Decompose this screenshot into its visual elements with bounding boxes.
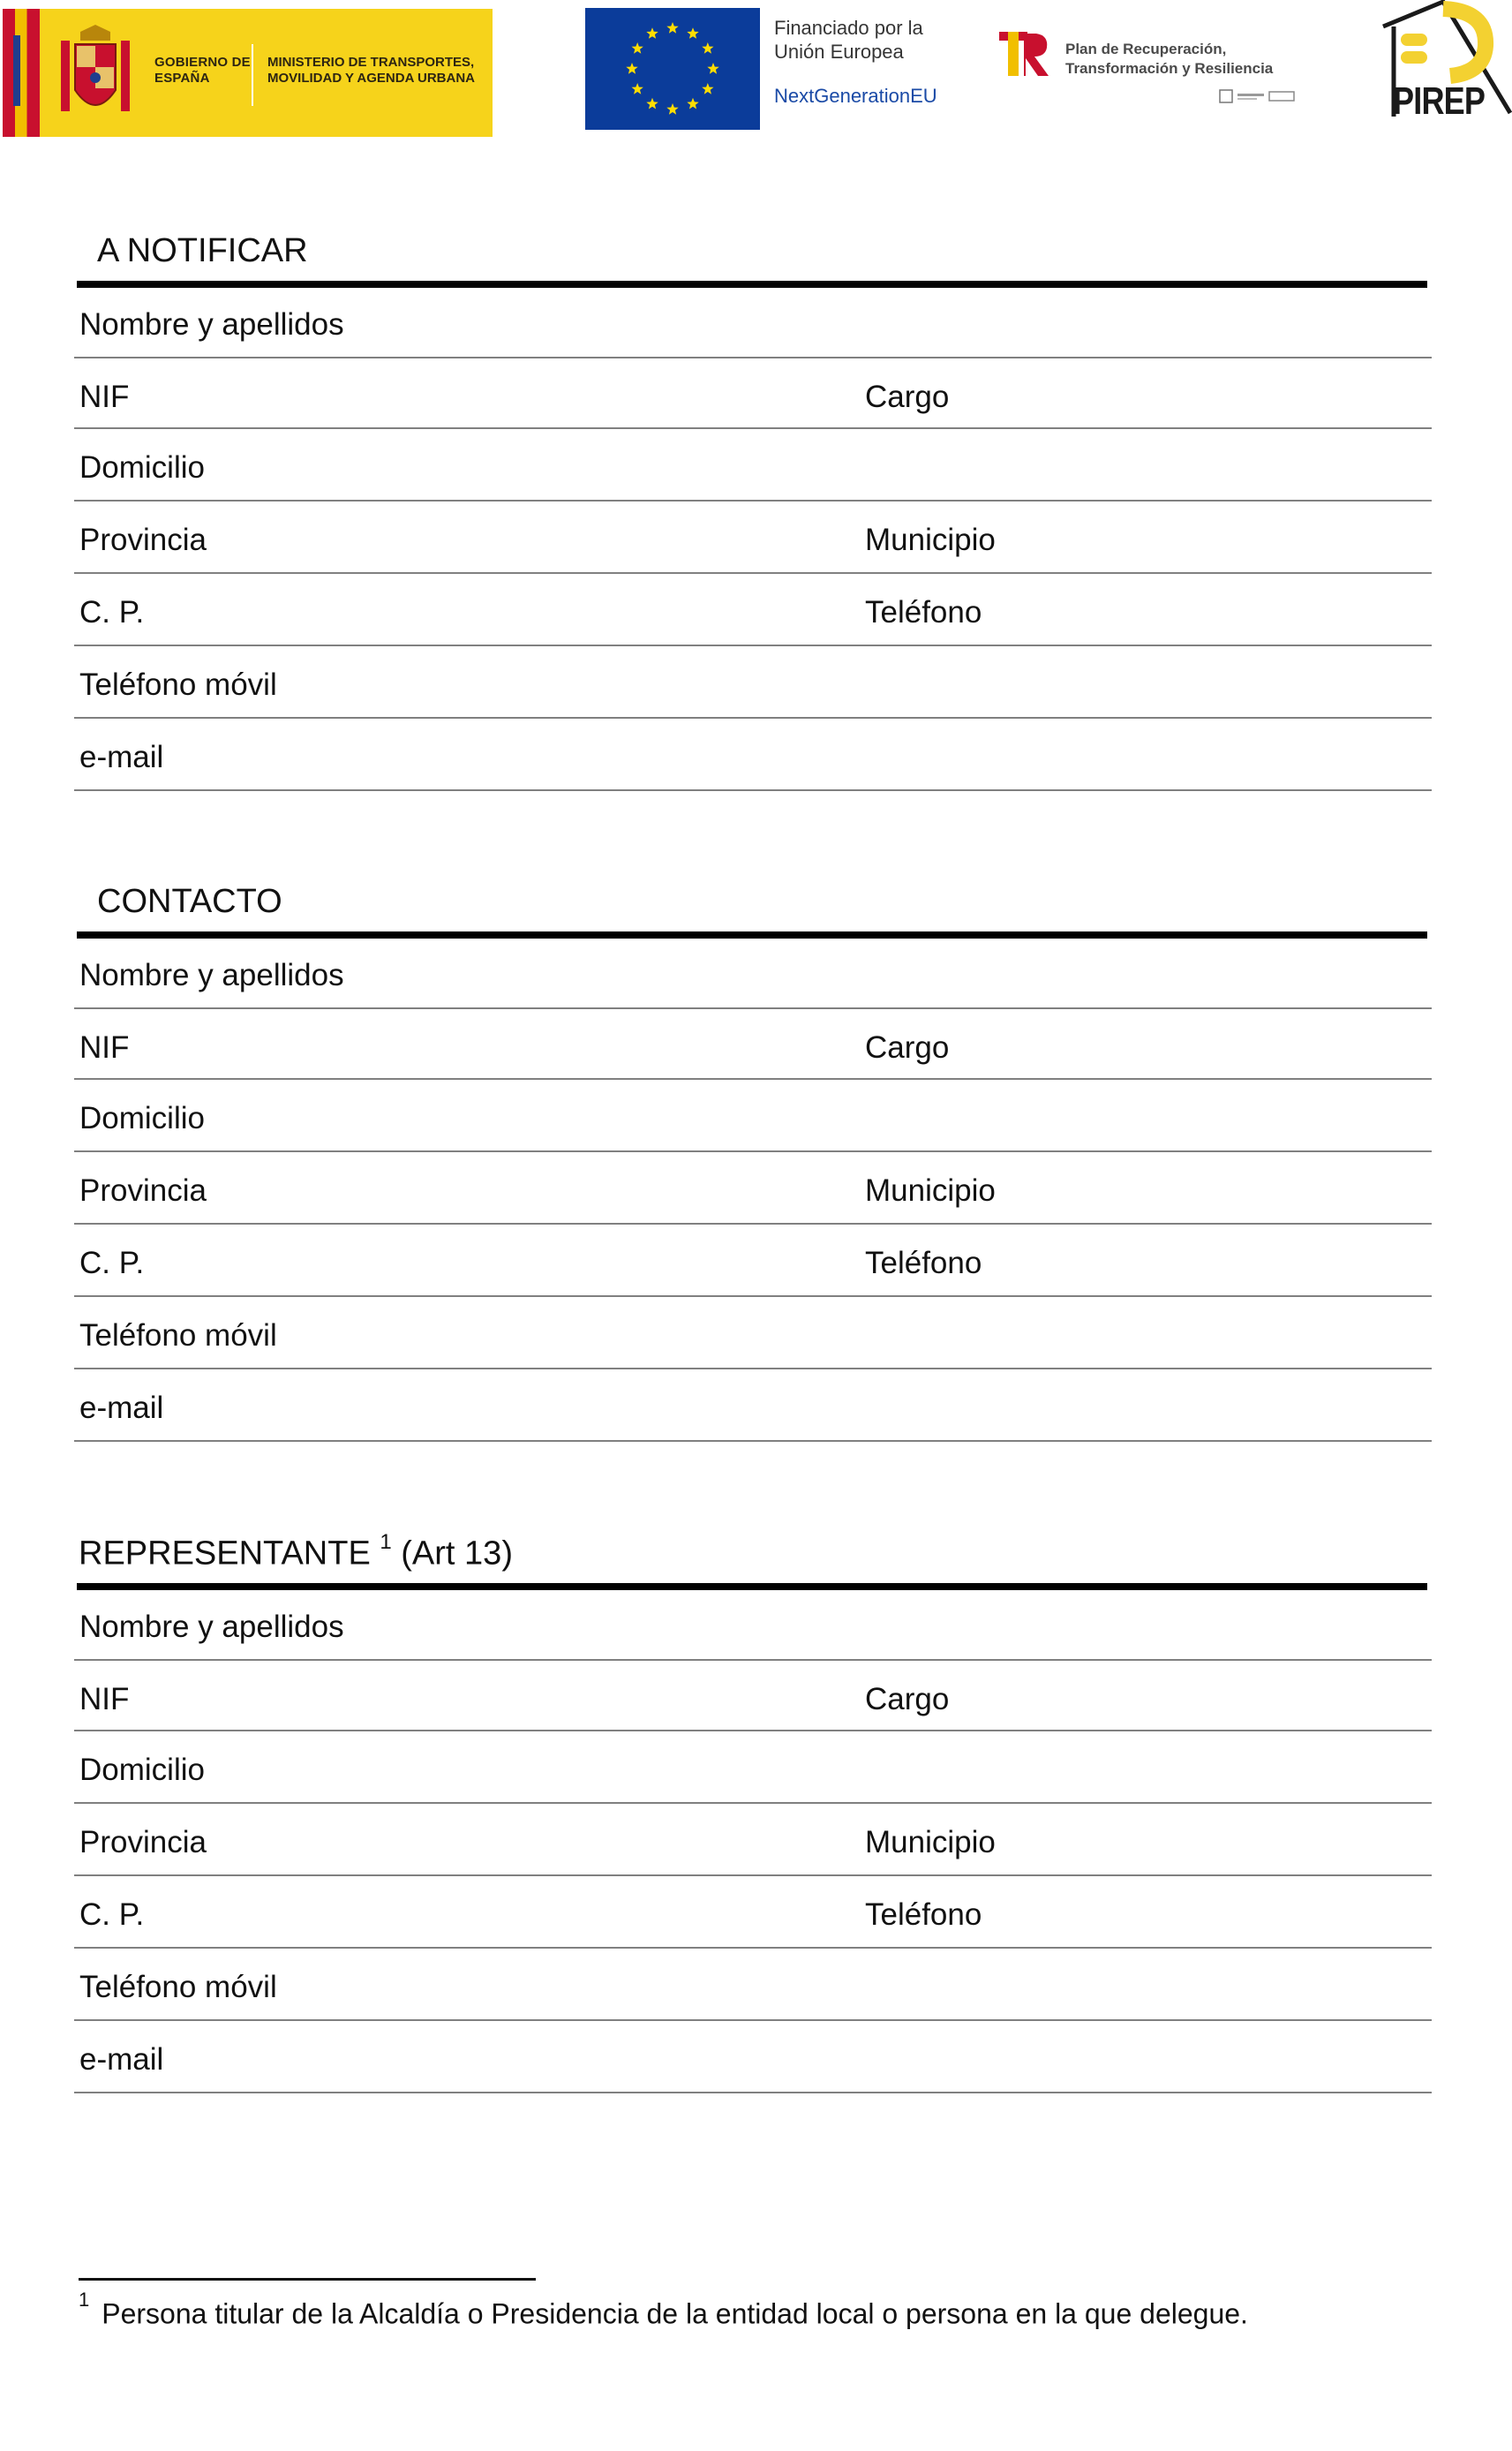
form-row — [74, 358, 1432, 429]
form-row — [74, 719, 1432, 791]
form-row — [74, 1080, 1432, 1152]
prtr-logo-icon — [996, 26, 1053, 79]
footnote-separator — [79, 2278, 536, 2281]
field-label-cp: C. P. — [79, 1246, 145, 1280]
section-title-a-notificar: A NOTIFICAR — [97, 232, 308, 269]
field-label-email: e-mail — [79, 1391, 164, 1425]
form-row — [74, 1661, 1432, 1731]
form-row — [74, 1949, 1432, 2021]
ministry-label: MINISTERIO DE TRANSPORTES, MOVILIDAD Y AGENDA URBANA — [267, 55, 476, 86]
section-rule — [77, 281, 1427, 288]
representante-suffix: (Art 13) — [401, 1535, 513, 1572]
field-label-domicilio: Domicilio — [79, 1753, 205, 1787]
eu-funding-text — [774, 16, 937, 108]
form-row — [74, 1731, 1432, 1804]
prtr-line2: Transformación y Resiliencia — [1065, 60, 1274, 77]
field-label-cp: C. P. — [79, 595, 145, 630]
field-label-telefono-movil: Teléfono móvil — [79, 1970, 277, 2004]
field-label-cargo: Cargo — [865, 380, 950, 414]
field-label-municipio: Municipio — [865, 523, 996, 557]
field-label-nif: NIF — [79, 1682, 130, 1716]
field-label-telefono-movil: Teléfono móvil — [79, 1318, 277, 1353]
prtr-mini-seals-icon — [1218, 87, 1298, 106]
gov-divider — [252, 44, 253, 106]
spain-flag-icon — [3, 9, 40, 137]
field-label-provincia: Provincia — [79, 523, 207, 557]
field-label-telefono: Teléfono — [865, 1897, 982, 1932]
form-row — [74, 429, 1432, 502]
field-label-domicilio: Domicilio — [79, 1101, 205, 1135]
eu-line2: Unión Europea — [774, 41, 904, 63]
header-logos — [0, 0, 1512, 141]
field-label-email: e-mail — [79, 740, 164, 774]
form-row — [74, 646, 1432, 719]
spain-coat-of-arms-icon — [56, 25, 135, 124]
field-label-cargo: Cargo — [865, 1030, 950, 1065]
field-label-domicilio: Domicilio — [79, 450, 205, 485]
form-row — [74, 1225, 1432, 1297]
field-label-provincia: Provincia — [79, 1825, 207, 1859]
footnote — [79, 2289, 1248, 2331]
field-label-municipio: Municipio — [865, 1173, 996, 1208]
form-row — [74, 1152, 1432, 1225]
next-generation-label: NextGenerationEU — [774, 85, 937, 107]
representante-label: REPRESENTANTE — [79, 1535, 371, 1572]
field-label-telefono-movil: Teléfono móvil — [79, 667, 277, 702]
prtr-text — [1065, 40, 1273, 79]
form-row — [74, 1876, 1432, 1949]
field-label-nombre: Nombre y apellidos — [79, 307, 344, 342]
form-row — [74, 574, 1432, 646]
form-row — [74, 1297, 1432, 1369]
government-of-spain-logo — [3, 9, 493, 137]
field-label-municipio: Municipio — [865, 1825, 996, 1859]
field-label-nombre: Nombre y apellidos — [79, 958, 344, 992]
field-label-nif: NIF — [79, 380, 130, 414]
eu-line1: Financiado por la — [774, 17, 923, 39]
pirep-wordmark: PIREP — [1393, 79, 1486, 123]
field-label-cargo: Cargo — [865, 1682, 950, 1716]
gov-label: GOBIERNO DE ESPAÑA — [154, 55, 251, 86]
form-row — [74, 1590, 1432, 1661]
footnote-reference[interactable]: 1 — [380, 1530, 392, 1554]
field-label-telefono: Teléfono — [865, 1246, 982, 1280]
prtr-line1: Plan de Recuperación, — [1065, 41, 1227, 57]
field-label-cp: C. P. — [79, 1897, 145, 1932]
form-row — [74, 1804, 1432, 1876]
field-label-telefono: Teléfono — [865, 595, 982, 630]
form-row — [74, 288, 1432, 358]
eu-flag-icon — [585, 8, 760, 130]
footnote-text: Persona titular de la Alcaldía o Presidencia de la entidad local o persona en la que delegue. — [102, 2297, 1248, 2330]
section-rule — [77, 931, 1427, 939]
field-label-nombre: Nombre y apellidos — [79, 1610, 344, 1644]
footnote-number: 1 — [79, 2289, 90, 2311]
field-label-nif: NIF — [79, 1030, 130, 1065]
form-row — [74, 2021, 1432, 2093]
section-title-contacto: CONTACTO — [97, 883, 282, 920]
form-row — [74, 939, 1432, 1009]
form-row — [74, 502, 1432, 574]
section-rule — [77, 1583, 1427, 1590]
section-title-representante — [79, 1530, 513, 1573]
form-row — [74, 1009, 1432, 1080]
field-label-provincia: Provincia — [79, 1173, 207, 1208]
form-row — [74, 1369, 1432, 1442]
field-label-email: e-mail — [79, 2042, 164, 2077]
